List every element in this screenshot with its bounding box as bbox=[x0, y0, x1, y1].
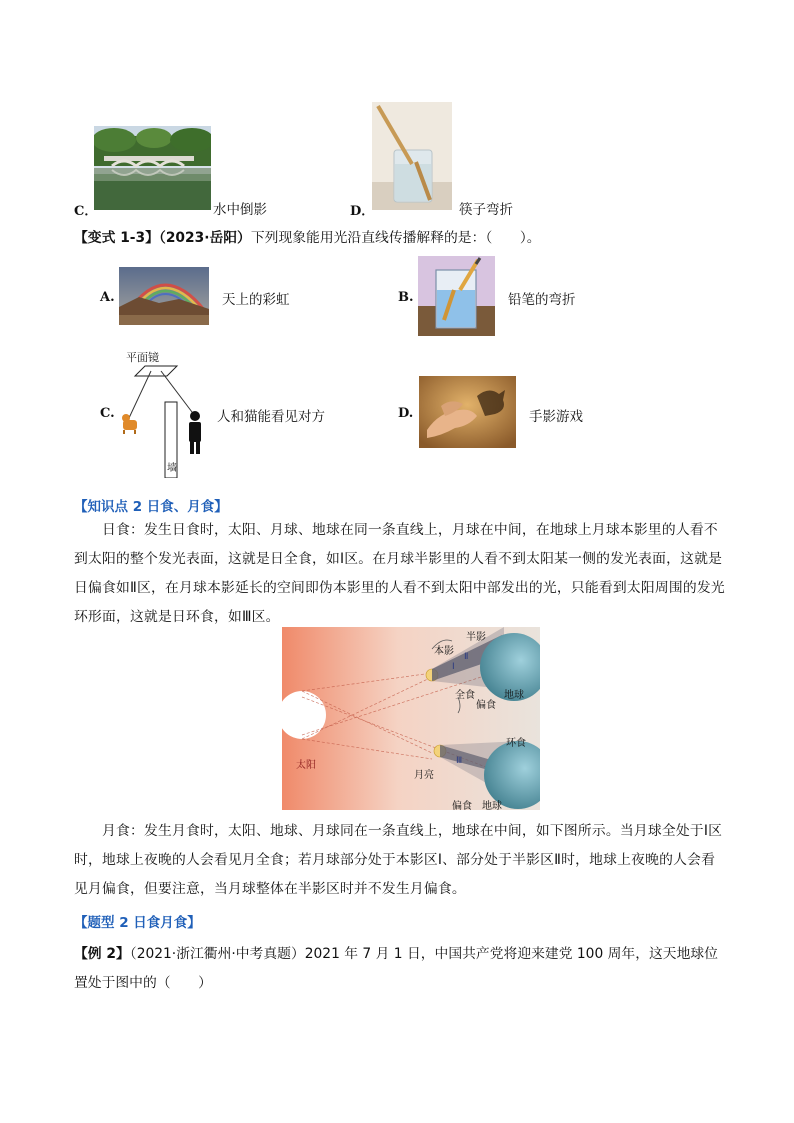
variant-option-d-letter: D. bbox=[398, 406, 414, 421]
variant-option-b-letter: B. bbox=[398, 290, 414, 305]
variant-option-c-text: 人和猫能看见对方 bbox=[217, 409, 325, 425]
example2-text: 2021 年 7 月 1 日，中国共产党将迎来建党 100 周年，这天地球位置处于图中的（ ） bbox=[74, 946, 718, 991]
variant-label: 【变式 1-3】 bbox=[74, 230, 159, 246]
diagram-earth-label: 地球 bbox=[504, 690, 524, 701]
bridge-reflection-image bbox=[94, 126, 211, 210]
pencil-glass-image bbox=[418, 256, 495, 336]
variant-stem: 下列现象能用光沿直线传播解释的是：（ ）。 bbox=[250, 230, 541, 246]
knowledge2-heading: 【知识点 2 日食、月食】 bbox=[74, 499, 228, 515]
mirror-label: 平面镜 bbox=[126, 351, 159, 364]
diagram-earth2-label: 地球 bbox=[482, 801, 502, 812]
rainbow-image bbox=[119, 267, 209, 325]
variant-option-c-letter: C. bbox=[100, 406, 115, 421]
variant-question bbox=[74, 224, 541, 253]
diagram-moon-label: 月亮 bbox=[414, 770, 434, 781]
chopstick-glass-image bbox=[372, 102, 452, 210]
knowledge2-para2: 月食：发生月食时，太阳、地球、月球同在一条直线上，地球在中间，如下图所示。当月球全处于Ⅰ区时，地球上夜晚的人会看见月全食；若月球部分处于本影区Ⅰ、部分处于半影区Ⅱ时，地球上夜晚的人会看见月偏食，但要注意，当月球整体在半影区时并不发生月偏食。 bbox=[74, 823, 723, 897]
diagram-roman-2: Ⅱ bbox=[464, 652, 469, 662]
diagram-roman-1: Ⅰ bbox=[452, 662, 455, 672]
variant-option-a-letter: A. bbox=[100, 290, 115, 305]
hand-shadow-image bbox=[419, 376, 516, 448]
diagram-roman-3: Ⅲ bbox=[456, 756, 463, 766]
diagram-total-label: 全食 bbox=[455, 690, 475, 701]
diagram-umbra-label: 本影 bbox=[434, 646, 454, 657]
diagram-annular-label: 环食 bbox=[506, 738, 526, 749]
knowledge2-para1: 日食：发生日食时，太阳、月球、地球在同一条直线上，月球在中间，在地球上月球本影里的人看不到太阳的整个发光表面，这就是日全食，如Ⅰ区。在月球半影里的人看不到太阳某一侧的发光表面，这就是日偏食如Ⅱ区，在月球本影延长的空间即伪本影里的人看不到太阳中部发出的光，只能看到太阳周围的发光环形面，这就是日环食，如Ⅲ区。 bbox=[74, 522, 725, 625]
example2-label: 【例 2】 bbox=[74, 946, 130, 962]
prev-option-d-text: 筷子弯折 bbox=[459, 202, 513, 218]
prev-option-d-letter: D． bbox=[350, 204, 375, 219]
example2-question bbox=[74, 940, 726, 998]
variant-option-d-text: 手影游戏 bbox=[529, 409, 583, 425]
diagram-penumbra-label: 半影 bbox=[466, 632, 486, 643]
variant-option-b-text: 铅笔的弯折 bbox=[508, 292, 576, 308]
diagram-sun-label: 太阳 bbox=[296, 760, 316, 771]
variant-option-a-text: 天上的彩虹 bbox=[222, 292, 290, 308]
variant-source: （2023·岳阳） bbox=[158, 230, 251, 246]
type2-heading: 【题型 2 日食月食】 bbox=[74, 915, 201, 931]
wall-label: 墙 bbox=[167, 463, 177, 474]
diagram-partial2-label: 偏食 bbox=[452, 801, 472, 812]
mirror-diagram bbox=[115, 360, 210, 478]
solar-eclipse-diagram bbox=[282, 627, 540, 810]
example2-source: （2021·浙江衢州·中考真题） bbox=[129, 946, 305, 962]
diagram-partial-label: 偏食 bbox=[476, 700, 496, 711]
prev-option-c-letter: C． bbox=[74, 204, 98, 219]
prev-option-c-text: 水中倒影 bbox=[213, 202, 267, 218]
